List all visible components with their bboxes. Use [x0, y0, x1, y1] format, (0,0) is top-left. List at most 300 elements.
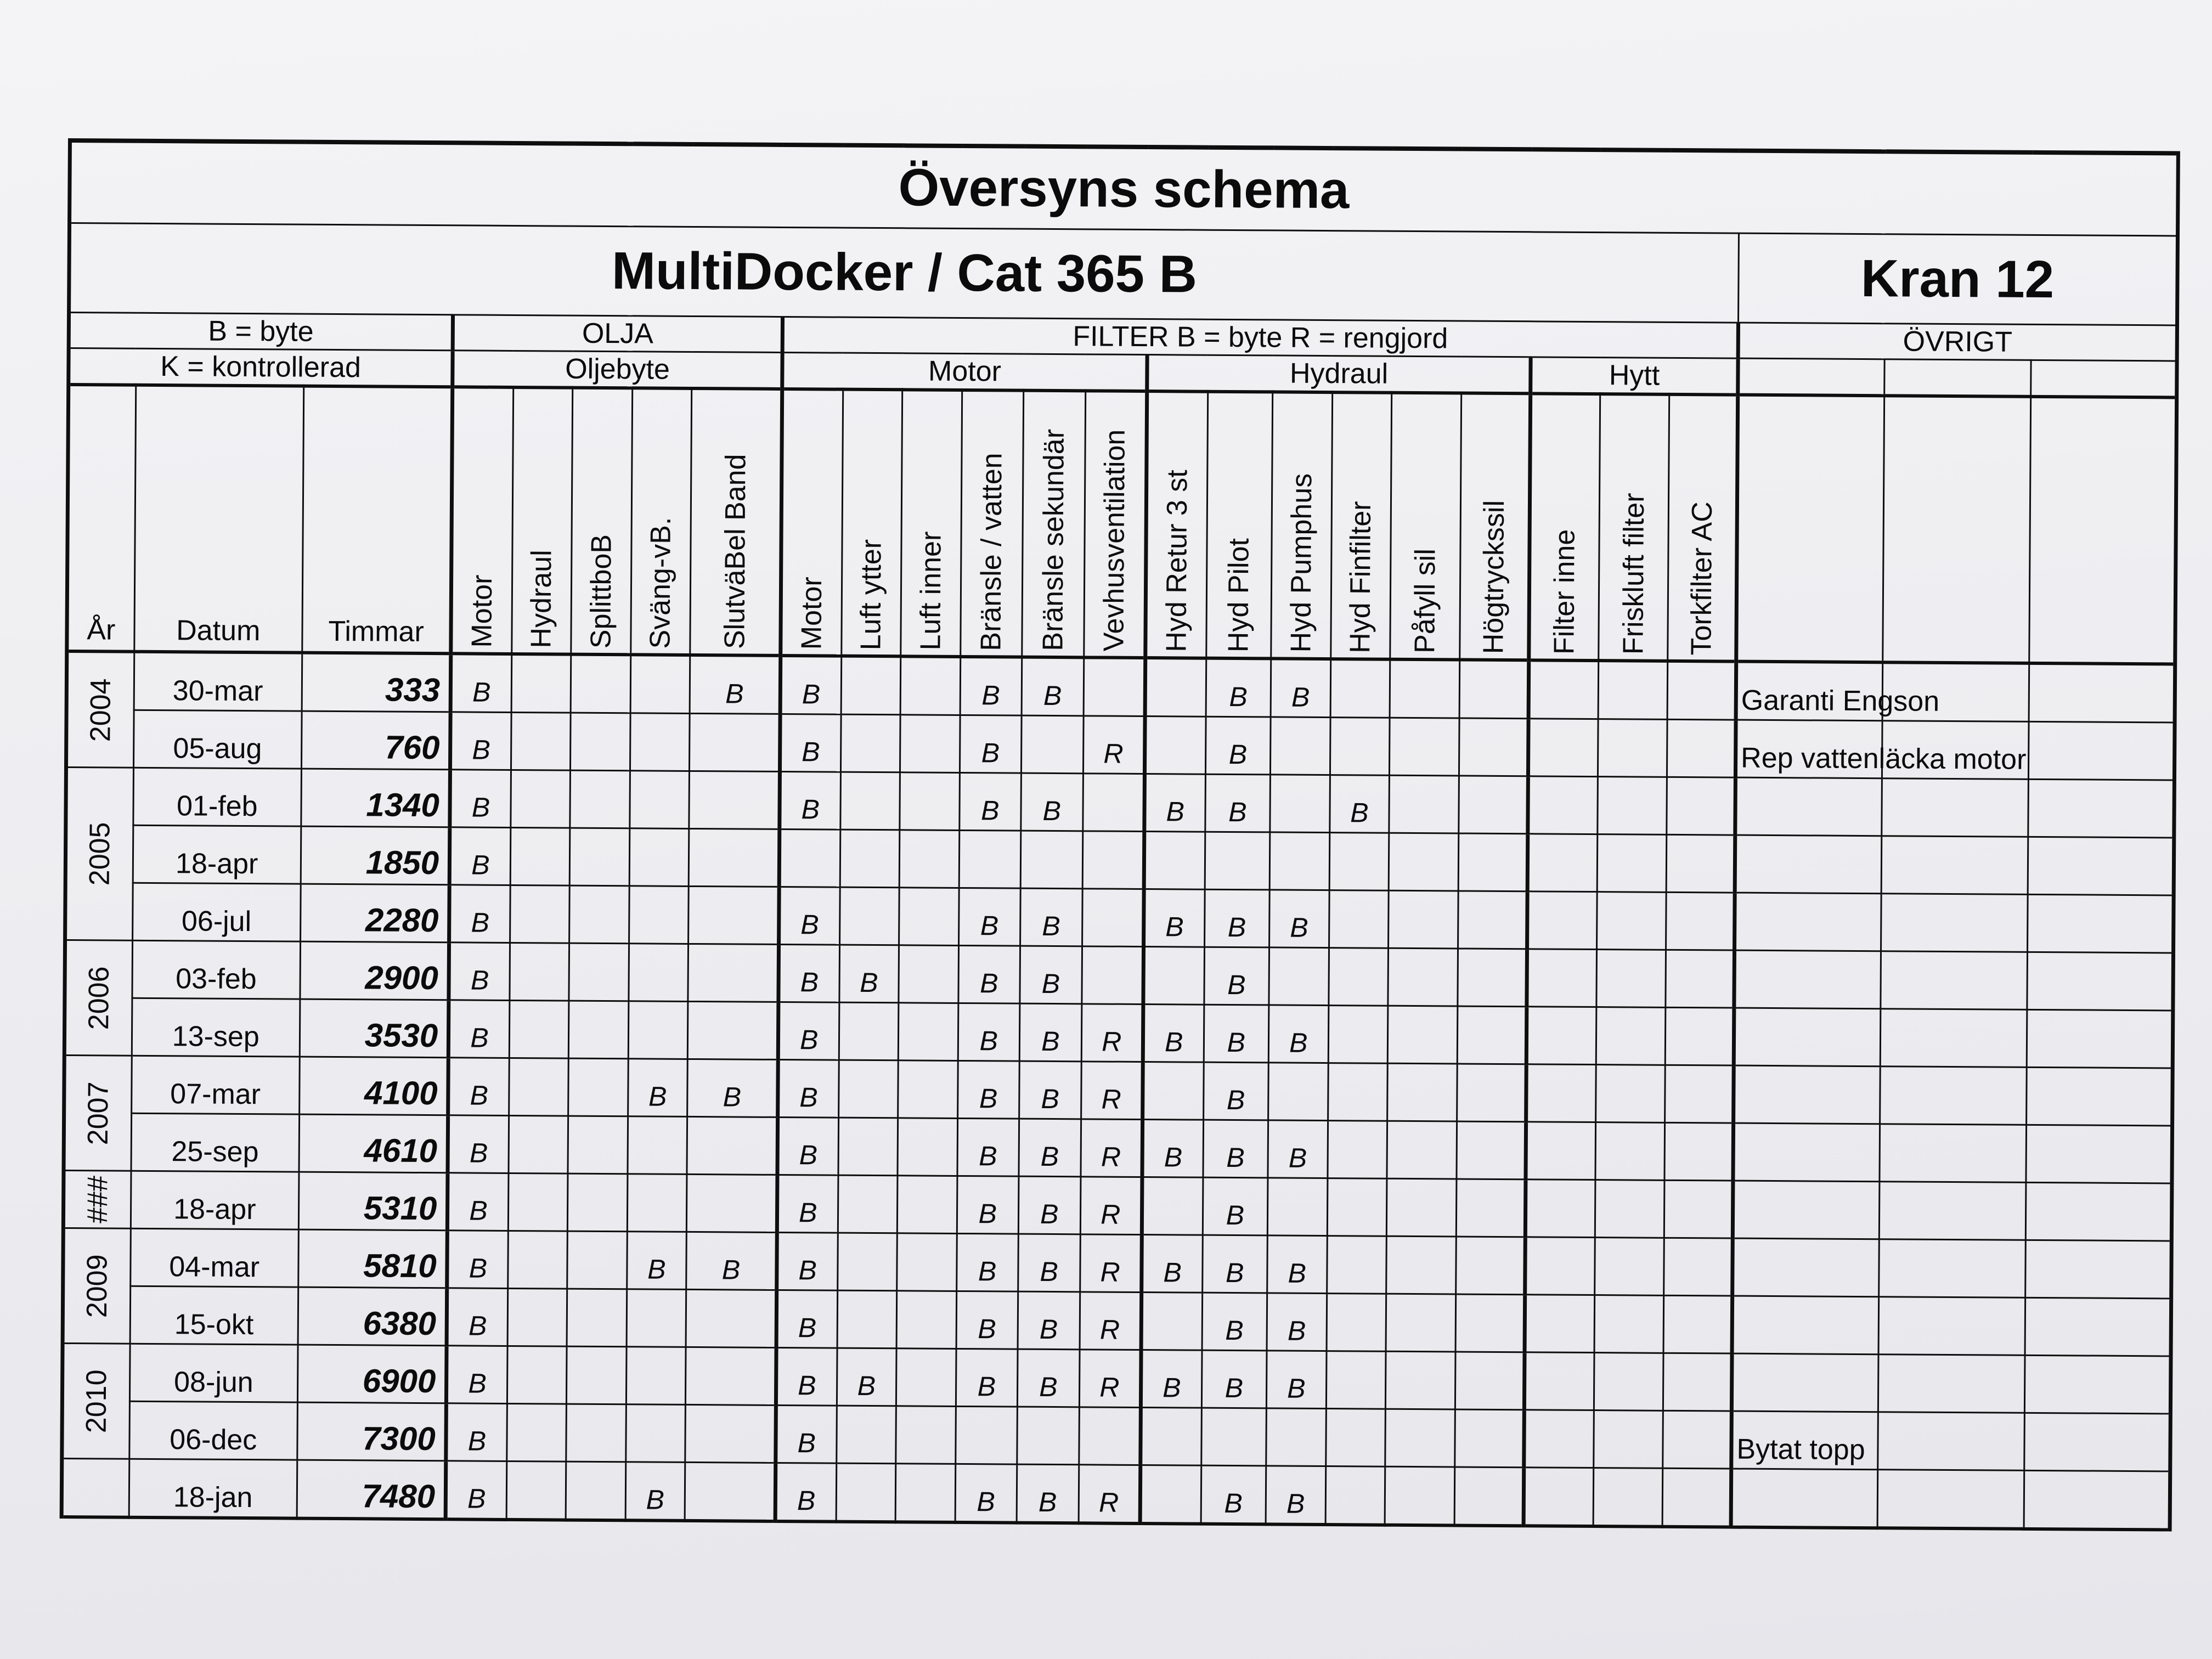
mark-cell: B	[1329, 775, 1389, 833]
hours-cell: 4610	[299, 1114, 448, 1173]
mark-cell	[900, 772, 960, 831]
mark-cell	[506, 1461, 566, 1520]
mark-cell	[686, 1289, 776, 1347]
column-header	[841, 390, 902, 657]
column-header	[1390, 393, 1462, 660]
mark-cell: R	[1081, 1004, 1143, 1062]
mark-cell	[1594, 1410, 1663, 1469]
mark-cell: B	[1206, 658, 1271, 717]
mark-cell	[836, 1406, 896, 1464]
hours-cell: 5310	[298, 1172, 448, 1231]
mark-cell: B	[447, 1288, 507, 1346]
group-filter: FILTER B = byte R = rengjord	[782, 317, 1738, 358]
mark-cell: B	[776, 1347, 837, 1406]
year-cell	[61, 1458, 129, 1517]
mark-cell: B	[958, 1003, 1020, 1061]
mark-cell	[689, 828, 779, 887]
note-cell	[1734, 1065, 1881, 1124]
note-cell	[1734, 893, 1881, 951]
column-header	[1084, 391, 1147, 658]
column-header	[1529, 393, 1600, 661]
note-extra-cell	[1878, 1355, 2025, 1413]
mark-cell: B	[1020, 888, 1082, 946]
mark-cell	[1266, 1408, 1326, 1466]
mark-cell	[690, 713, 780, 771]
mark-cell	[1664, 1238, 1733, 1296]
date-cell: 06-jul	[132, 883, 301, 941]
mark-cell: R	[1081, 1119, 1143, 1177]
column-header-label: Bränsle sekundär	[1037, 429, 1070, 652]
service-schedule-table	[60, 138, 2180, 1531]
group-ovrigt: ÖVRIGT	[1738, 323, 2177, 361]
mark-cell	[1269, 832, 1329, 890]
mark-cell	[1525, 1352, 1594, 1410]
mark-cell	[1390, 718, 1459, 776]
mark-cell	[1458, 776, 1528, 834]
group-filter-hytt: Hytt	[1531, 357, 1738, 395]
mark-cell	[1268, 1063, 1328, 1121]
mark-cell	[838, 1060, 898, 1118]
mark-cell	[627, 1174, 687, 1232]
note-extra-cell	[1877, 1470, 2024, 1529]
mark-cell	[568, 1173, 628, 1232]
mark-cell	[898, 1118, 957, 1176]
mark-cell: B	[1018, 1176, 1080, 1234]
mark-cell	[1017, 1407, 1079, 1465]
column-header-label: Högtryckssil	[1477, 500, 1511, 654]
mark-cell	[841, 656, 901, 715]
note-cell	[1734, 950, 1881, 1009]
mark-cell	[1141, 1292, 1202, 1350]
mark-cell	[1663, 1468, 1731, 1527]
column-header-label: Påfyll sil	[1409, 549, 1442, 654]
mark-cell	[1595, 1065, 1665, 1123]
date-cell: 30-mar	[134, 652, 302, 711]
mark-cell: B	[449, 943, 510, 1001]
mark-cell	[1454, 1409, 1524, 1468]
mark-cell: B	[1204, 889, 1269, 947]
mark-cell	[1325, 1466, 1385, 1525]
mark-cell	[686, 1347, 776, 1405]
date-cell: 08-jun	[129, 1344, 298, 1402]
mark-cell	[1020, 831, 1082, 889]
date-cell: 18-jan	[129, 1459, 297, 1518]
mark-cell	[1663, 1353, 1732, 1411]
note-extra-cell	[1880, 1124, 2027, 1183]
mark-cell: R	[1080, 1292, 1142, 1350]
mark-cell	[1527, 834, 1597, 892]
column-header	[1206, 392, 1273, 659]
mark-cell	[898, 1060, 958, 1119]
mark-cell: B	[959, 772, 1021, 831]
legend-kontrollerad: K = kontrollerad	[69, 348, 453, 387]
mark-cell: B	[780, 771, 840, 830]
mark-cell	[1455, 1237, 1525, 1295]
mark-cell	[1386, 1178, 1456, 1237]
date-cell: 13-sep	[132, 998, 300, 1057]
mark-cell: B	[450, 770, 511, 828]
mark-cell	[1389, 890, 1458, 949]
note-extra-cell	[2025, 1355, 2171, 1414]
mark-cell: B	[1019, 1061, 1081, 1119]
hours-cell: 4100	[300, 1057, 449, 1115]
mark-cell	[955, 1406, 1017, 1464]
mark-cell	[1667, 719, 1736, 777]
mark-cell	[568, 1116, 628, 1174]
machine-name: MultiDocker / Cat 365 B	[69, 223, 1739, 323]
mark-cell: B	[780, 714, 840, 772]
hours-cell: 2280	[301, 884, 450, 943]
mark-cell	[509, 1115, 568, 1173]
mark-cell: B	[1204, 1005, 1269, 1063]
mark-cell	[896, 1348, 956, 1407]
note-extra-cell	[2025, 1240, 2171, 1299]
mark-cell: B	[449, 885, 510, 943]
note-cell: Bytat topp	[1731, 1411, 1878, 1470]
mark-cell	[840, 714, 900, 772]
column-header-label: Luft ytter	[855, 539, 888, 651]
mark-cell	[1329, 833, 1389, 891]
note-extra-cell	[2027, 1067, 2172, 1126]
mark-cell	[897, 1176, 957, 1234]
mark-cell	[900, 656, 960, 715]
mark-cell	[1082, 889, 1144, 947]
mark-cell: R	[1079, 1465, 1141, 1523]
mark-cell	[1021, 715, 1083, 774]
year-label: 2005	[83, 822, 116, 886]
mark-cell: B	[448, 1115, 509, 1173]
mark-cell	[840, 772, 900, 830]
hours-cell: 333	[302, 653, 451, 712]
mark-cell	[511, 770, 571, 828]
mark-cell	[1143, 947, 1204, 1005]
mark-cell: B	[448, 1058, 509, 1116]
mark-cell	[1459, 660, 1529, 719]
column-header	[901, 390, 962, 657]
note-extra-cell	[2029, 721, 2175, 780]
note-extra-cell	[2026, 1182, 2172, 1241]
note-cell	[1734, 1008, 1881, 1066]
mark-cell	[1387, 1006, 1457, 1064]
date-cell: 05-aug	[133, 710, 302, 769]
mark-cell	[1388, 948, 1458, 1006]
mark-cell: B	[957, 1060, 1019, 1119]
mark-cell	[1525, 1237, 1595, 1295]
mark-cell: B	[775, 1463, 836, 1521]
year-label: ###	[81, 1175, 114, 1223]
note-extra-cell	[2024, 1470, 2170, 1530]
hours-cell: 3530	[300, 999, 449, 1058]
mark-cell	[1387, 1063, 1457, 1121]
mark-cell: B	[1202, 1235, 1267, 1293]
column-header	[1459, 393, 1531, 661]
mark-cell	[898, 1003, 958, 1061]
note-extra-cell	[1879, 1239, 2026, 1298]
hours-cell: 1340	[301, 769, 450, 827]
note-cell	[1733, 1181, 1880, 1239]
mark-cell: B	[1017, 1349, 1079, 1407]
mark-cell	[838, 1118, 898, 1176]
mark-cell	[1524, 1410, 1594, 1468]
mark-cell	[1455, 1294, 1525, 1352]
mark-cell	[1328, 1006, 1388, 1064]
mark-cell: B	[1203, 1177, 1268, 1235]
mark-cell: B	[1205, 716, 1271, 775]
mark-cell	[629, 828, 689, 887]
year-cell	[65, 768, 133, 941]
mark-cell	[511, 654, 571, 713]
mark-cell	[1327, 1294, 1386, 1352]
mark-cell	[1594, 1295, 1664, 1353]
mark-cell	[628, 1116, 687, 1175]
note-extra-cell	[1881, 894, 2028, 952]
ovrigt-header-3	[2031, 360, 2177, 397]
date-cell: 15-okt	[130, 1286, 298, 1345]
mark-cell: B	[960, 657, 1022, 715]
mark-cell	[1143, 1062, 1204, 1120]
mark-cell: B	[956, 1348, 1018, 1407]
hours-cell: 6380	[298, 1287, 447, 1346]
mark-cell	[1458, 891, 1527, 949]
mark-cell: B	[1268, 1120, 1328, 1178]
year-cell	[64, 1055, 132, 1171]
mark-cell: B	[445, 1461, 506, 1520]
mark-cell	[1596, 1007, 1666, 1065]
mark-cell	[1205, 832, 1270, 890]
mark-cell	[510, 943, 569, 1001]
note-cell	[1733, 1238, 1880, 1297]
note-cell	[1731, 1353, 1878, 1412]
column-header-label: Hyd Pilot	[1222, 538, 1255, 653]
mark-cell	[1597, 834, 1667, 893]
mark-cell	[1267, 1178, 1327, 1236]
column-header-hours: Timmar	[302, 386, 453, 654]
mark-cell	[1667, 834, 1735, 893]
hours-cell: 1850	[301, 826, 450, 885]
table-row	[61, 1458, 2170, 1530]
column-header-label: Hyd Pumphus	[1285, 473, 1318, 653]
note-extra-cell	[2024, 1413, 2170, 1471]
mark-cell: B	[837, 1348, 896, 1406]
column-header-label: Motor	[466, 574, 499, 648]
mark-cell	[1526, 1064, 1596, 1122]
mark-cell	[1328, 948, 1388, 1006]
note-extra-cell	[1878, 1297, 2025, 1356]
note-extra-cell	[2027, 1009, 2173, 1068]
mark-cell	[570, 770, 630, 828]
mark-cell	[837, 1233, 897, 1291]
mark-cell	[1326, 1351, 1386, 1409]
date-cell: 07-mar	[131, 1056, 300, 1114]
mark-cell	[1526, 1122, 1595, 1180]
mark-cell	[840, 830, 900, 888]
mark-cell	[1528, 719, 1598, 777]
mark-cell: B	[690, 655, 780, 714]
mark-cell: B	[958, 945, 1020, 1003]
column-header	[512, 387, 573, 654]
mark-cell	[1390, 659, 1459, 718]
column-header-label: Vevhusventilation	[1098, 429, 1132, 652]
mark-cell	[1385, 1466, 1454, 1525]
group-olja: OLJA	[453, 315, 782, 353]
mark-cell	[1458, 949, 1527, 1007]
page-title: Översyns schema	[70, 140, 2179, 236]
mark-cell	[571, 654, 630, 713]
hours-cell: 6900	[297, 1345, 447, 1403]
column-header	[1022, 391, 1085, 658]
column-header-label: Friskluft filter	[1617, 493, 1650, 655]
year-label: 2010	[80, 1369, 113, 1433]
mark-cell: B	[1021, 773, 1083, 831]
note-extra-cell	[2027, 952, 2173, 1011]
mark-cell	[1665, 1065, 1734, 1123]
mark-cell: B	[778, 1059, 839, 1118]
year-cell	[63, 1170, 131, 1228]
mark-cell: B	[450, 712, 511, 770]
note-extra-cell	[1880, 1066, 2027, 1125]
mark-cell: B	[1202, 1293, 1267, 1351]
mark-cell: B	[778, 1002, 839, 1060]
column-header-label: Hyd Retur 3 st	[1160, 469, 1194, 652]
note-extra-cell	[2029, 663, 2175, 723]
mark-cell	[1330, 718, 1390, 776]
hours-cell: 5810	[298, 1229, 448, 1288]
mark-cell: B	[1142, 1119, 1203, 1177]
mark-cell: B	[1267, 1293, 1327, 1351]
column-header	[1146, 391, 1207, 658]
mark-cell: B	[1144, 774, 1205, 832]
mark-cell	[1327, 1178, 1387, 1237]
mark-cell	[569, 943, 629, 1001]
note-extra-cell	[1881, 951, 2028, 1010]
ovrigt-column-header	[1883, 396, 2031, 663]
mark-cell	[899, 945, 958, 1003]
group-filter-motor: Motor	[782, 352, 1147, 391]
mark-cell: B	[1266, 1466, 1325, 1525]
mark-cell	[1082, 774, 1144, 832]
mark-cell	[896, 1291, 956, 1349]
mark-cell	[1455, 1352, 1525, 1410]
note-cell	[1731, 1469, 1878, 1528]
column-header	[631, 388, 692, 655]
mark-cell	[1079, 1407, 1141, 1465]
mark-cell: B	[1267, 1235, 1327, 1294]
crane-id: Kran 12	[1738, 233, 2177, 325]
mark-cell	[1457, 1121, 1526, 1180]
mark-cell	[507, 1346, 567, 1404]
column-header	[451, 387, 513, 654]
mark-cell: B	[956, 1233, 1018, 1291]
mark-cell	[1523, 1468, 1593, 1526]
ovrigt-header-1	[1738, 358, 1885, 396]
mark-cell: B	[777, 1117, 838, 1175]
mark-cell	[1389, 775, 1459, 833]
column-header-label: SplittboB	[585, 534, 618, 649]
column-header-label: Motor	[795, 577, 828, 650]
mark-cell	[685, 1462, 775, 1521]
column-header	[1330, 392, 1391, 659]
mark-cell	[1596, 950, 1666, 1008]
mark-cell: B	[777, 1232, 838, 1290]
column-header-label: SlutväBel Band	[719, 454, 752, 650]
mark-cell	[1666, 1007, 1734, 1065]
mark-cell	[1328, 1121, 1387, 1179]
year-cell	[62, 1343, 130, 1459]
mark-cell: B	[1268, 1005, 1328, 1063]
mark-cell	[1525, 1295, 1594, 1353]
mark-cell: B	[686, 1232, 777, 1290]
date-cell: 01-feb	[133, 768, 301, 826]
date-cell: 25-sep	[131, 1113, 300, 1172]
mark-cell	[899, 888, 959, 946]
mark-cell	[687, 1174, 777, 1232]
mark-cell	[1385, 1409, 1455, 1467]
mark-cell: B	[1017, 1464, 1079, 1523]
hours-cell: 7300	[297, 1402, 447, 1461]
column-header	[1668, 394, 1738, 662]
ovrigt-column-header	[1736, 395, 1884, 663]
mark-cell	[509, 1058, 568, 1116]
mark-cell	[1594, 1238, 1664, 1296]
mark-cell	[687, 1116, 777, 1175]
note-extra-cell	[1880, 1009, 2027, 1068]
mark-cell	[507, 1231, 567, 1289]
mark-cell	[1664, 1180, 1733, 1238]
mark-cell: R	[1079, 1350, 1141, 1408]
mark-cell	[837, 1290, 897, 1348]
mark-cell	[1526, 1007, 1596, 1065]
mark-cell	[896, 1406, 956, 1464]
mark-cell	[507, 1403, 567, 1462]
mark-cell: B	[778, 944, 839, 1002]
mark-cell: B	[450, 653, 511, 712]
mark-cell: B	[625, 1462, 685, 1521]
mark-cell: B	[1201, 1350, 1267, 1408]
mark-cell	[629, 886, 689, 944]
mark-cell	[1329, 890, 1389, 949]
mark-cell	[1593, 1468, 1663, 1527]
mark-cell: B	[1022, 657, 1084, 716]
mark-cell	[630, 654, 690, 713]
mark-cell	[1594, 1353, 1663, 1411]
mark-cell	[1328, 1063, 1387, 1121]
note-cell	[1733, 1123, 1880, 1182]
date-cell: 18-apr	[131, 1171, 299, 1229]
mark-cell	[1595, 1180, 1664, 1238]
column-header-label: Hydraul	[525, 549, 558, 648]
year-cell	[63, 1228, 131, 1344]
column-header-label: Hyd Finfilter	[1344, 500, 1378, 653]
mark-cell	[1666, 950, 1734, 1008]
column-header	[781, 389, 843, 656]
mark-cell	[1598, 719, 1667, 777]
note-cell	[1735, 777, 1882, 836]
mark-cell	[569, 885, 629, 944]
mark-cell: B	[1019, 1119, 1081, 1177]
mark-cell	[1528, 776, 1598, 834]
mark-cell	[836, 1463, 896, 1522]
year-cell	[66, 651, 134, 768]
mark-cell	[1527, 891, 1597, 950]
note-cell: Garanti Engson	[1736, 662, 1883, 721]
year-label: 2009	[81, 1254, 114, 1318]
mark-cell	[509, 1000, 569, 1058]
mark-cell	[566, 1462, 625, 1520]
mark-cell: B	[449, 827, 510, 885]
mark-cell	[1270, 775, 1330, 833]
mark-cell	[1667, 661, 1736, 720]
mark-cell: B	[957, 1118, 1019, 1176]
